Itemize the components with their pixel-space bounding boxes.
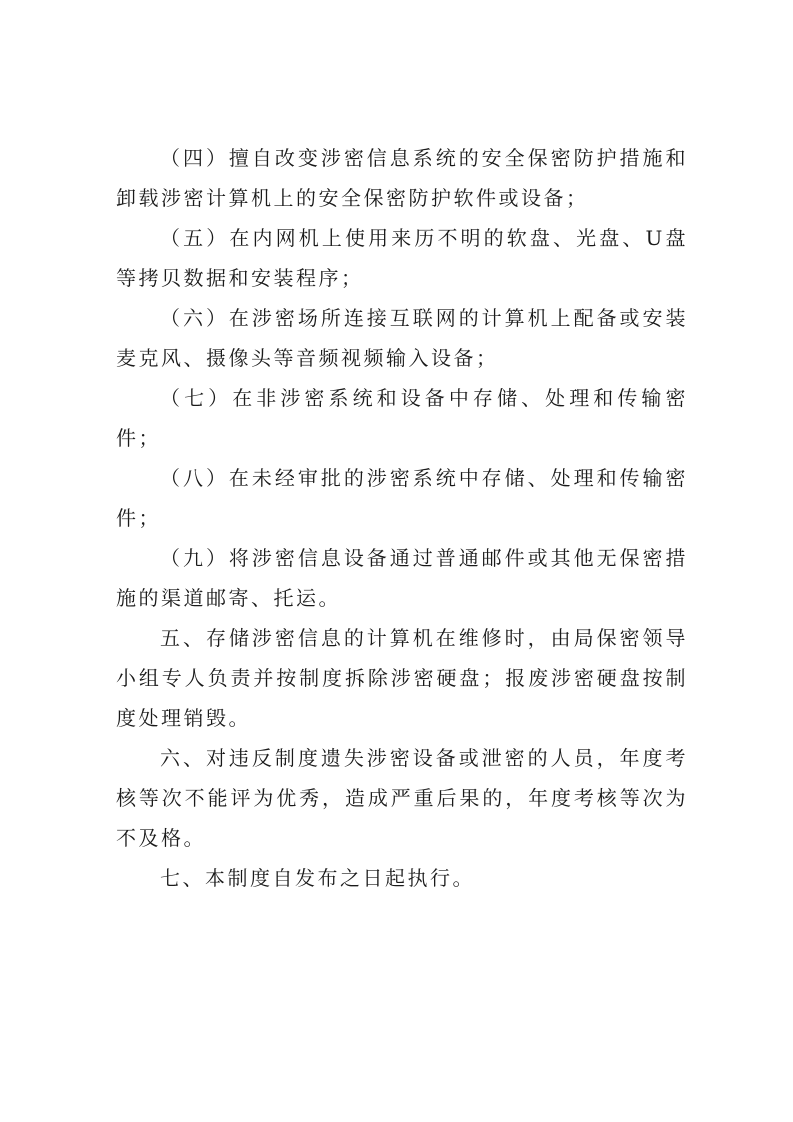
paragraph-item-4: （四）擅自改变涉密信息系统的安全保密防护措施和卸载涉密计算机上的安全保密防护软件或设备；: [116, 146, 688, 210]
paragraph-section-7: 七、本制度自发布之日起执行。: [160, 866, 475, 890]
paragraph-item-9: （九）将涉密信息设备通过普通邮件或其他无保密措施的渠道邮寄、托运。: [116, 546, 688, 610]
paragraph-section-6: 六、对违反制度遗失涉密设备或泄密的人员，年度考核等次不能评为优秀，造成严重后果的，年度考核等次为不及格。: [116, 746, 688, 850]
paragraph-item-7: （七）在非涉密系统和设备中存储、处理和传输密件；: [116, 386, 688, 450]
document-body: [116, 138, 688, 898]
paragraph-item-5: （五）在内网机上使用来历不明的软盘、光盘、U盘等拷贝数据和安装程序；: [116, 226, 688, 290]
paragraph-section-5: 五、存储涉密信息的计算机在维修时，由局保密领导小组专人负责并按制度拆除涉密硬盘；报废涉密硬盘按制度处理销毁。: [116, 626, 688, 730]
paragraph-item-8: （八）在未经审批的涉密系统中存储、处理和传输密件；: [116, 466, 688, 530]
paragraph-item-6: （六）在涉密场所连接互联网的计算机上配备或安装麦克风、摄像头等音频视频输入设备；: [116, 306, 688, 370]
